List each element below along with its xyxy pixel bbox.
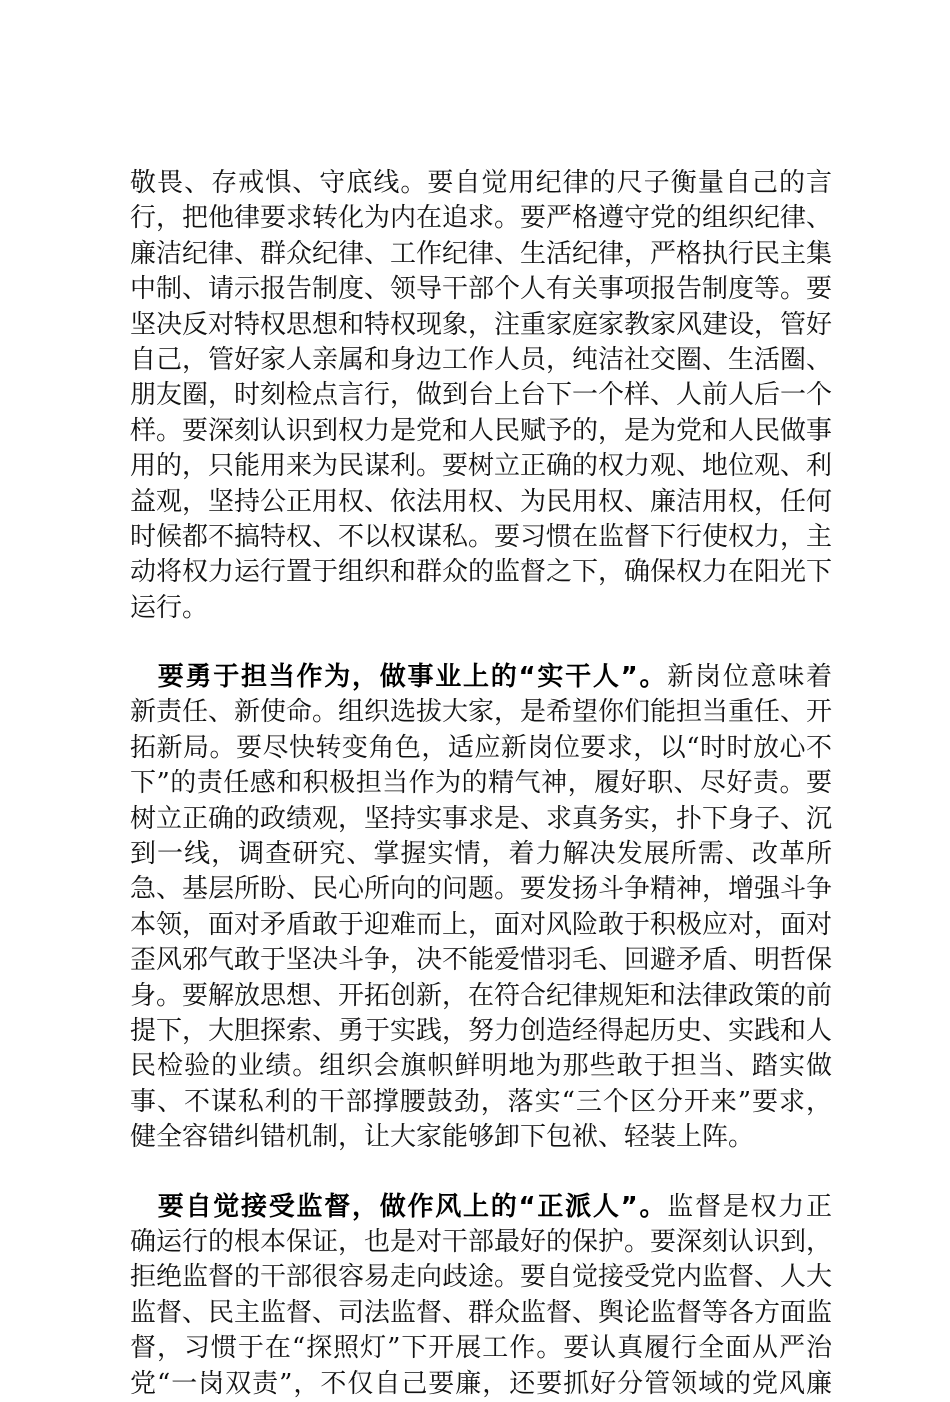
- paragraph-responsibility: [130, 660, 832, 1155]
- text-line: 到一线，调查研究、掌握实情，着力解决发展所需、改革所: [130, 839, 832, 870]
- text-line: 下”的责任感和积极担当作为的精气神，履好职、尽好责。要: [130, 768, 832, 799]
- indent: [130, 662, 158, 692]
- text-line: 坚决反对特权思想和特权现象，注重家庭家教家风建设，管好: [130, 309, 832, 340]
- text-line: 提下，大胆探索、勇于实践，努力创造经得起历史、实践和人: [130, 1015, 832, 1046]
- text-line: 确运行的根本保证，也是对干部最好的保护。要深刻认识到，: [130, 1226, 832, 1257]
- text-line: 新责任、新使命。组织选拔大家，是希望你们能担当重任、开: [130, 697, 832, 728]
- paragraph-discipline: [130, 166, 832, 626]
- text-line: 廉洁纪律、群众纪律、工作纪律、生活纪律，严格执行民主集: [130, 238, 832, 269]
- text-line: 行，把他律要求转化为内在追求。要严格遵守党的组织纪律、: [130, 203, 832, 234]
- paragraph-first-line: [130, 1190, 832, 1225]
- text-line: 民检验的业绩。组织会旗帜鲜明地为那些敢于担当、踏实做: [130, 1051, 832, 1082]
- text-line: 朋友圈，时刻检点言行，做到台上台下一个样、人前人后一个: [130, 380, 832, 411]
- text-line: 益观，坚持公正用权、依法用权、为民用权、廉洁用权，任何: [130, 486, 832, 517]
- text-line: 树立正确的政绩观，坚持实事求是、求真务实，扑下身子、沉: [130, 803, 832, 834]
- document-page: [130, 166, 832, 1402]
- paragraph-heading: 要勇于担当作为，做事业上的“实干人”。: [157, 662, 668, 693]
- text-line: 敬畏、存戒惧、守底线。要自觉用纪律的尺子衡量自己的言: [130, 168, 832, 198]
- text-line: 本领，面对矛盾敢于迎难而上，面对风险敢于积极应对，面对: [130, 909, 832, 940]
- text-line: 事、不谋私利的干部撑腰鼓劲，落实“三个区分开来”要求，: [130, 1086, 832, 1117]
- text-run: 监督是权力正: [667, 1191, 832, 1222]
- paragraph-heading: 要自觉接受监督，做作风上的“正派人”。: [157, 1191, 668, 1222]
- paragraph-spacer: [130, 1156, 832, 1190]
- text-line: 身。要解放思想、开拓创新，在符合纪律规矩和法律政策的前: [130, 980, 832, 1011]
- text-line: 中制、请示报告制度、领导干部个人有关事项报告制度等。要: [130, 274, 832, 305]
- text-line: 党“一岗双责”，不仅自己要廉，还要抓好分管领域的党风廉: [130, 1368, 832, 1399]
- text-line: 动将权力运行置于组织和群众的监督之下，确保权力在阳光下: [130, 557, 832, 588]
- text-line: 时候都不搞特权、不以权谋私。要习惯在监督下行使权力，主: [130, 521, 832, 552]
- text-line: 歪风邪气敢于坚决斗争，决不能爱惜羽毛、回避矛盾、明哲保: [130, 945, 832, 976]
- text-line: 运行。: [130, 592, 209, 623]
- paragraph-spacer: [130, 626, 832, 660]
- text-line: 拓新局。要尽快转变角色，适应新岗位要求，以“时时放心不: [130, 732, 832, 763]
- text-line: 拒绝监督的干部很容易走向歧途。要自觉接受党内监督、人大: [130, 1262, 832, 1293]
- text-line: 督，习惯于在“探照灯”下开展工作。要认真履行全面从严治: [130, 1333, 832, 1364]
- text-line: 急、基层所盼、民心所向的问题。要发扬斗争精神，增强斗争: [130, 874, 832, 905]
- paragraph-first-line: [130, 660, 832, 695]
- text-line: 样。要深刻认识到权力是党和人民赋予的，是为党和人民做事: [130, 415, 832, 446]
- text-line: 监督、民主监督、司法监督、群众监督、舆论监督等各方面监: [130, 1297, 832, 1328]
- text-line: 用的，只能用来为民谋利。要树立正确的权力观、地位观、利: [130, 451, 832, 482]
- text-line: 健全容错纠错机制，让大家能够卸下包袱、轻装上阵。: [130, 1122, 755, 1153]
- paragraph-supervision: [130, 1190, 832, 1402]
- indent: [130, 1192, 158, 1222]
- text-run: 新岗位意味着: [667, 662, 832, 693]
- text-line: 自己，管好家人亲属和身边工作人员，纯洁社交圈、生活圈、: [130, 344, 832, 375]
